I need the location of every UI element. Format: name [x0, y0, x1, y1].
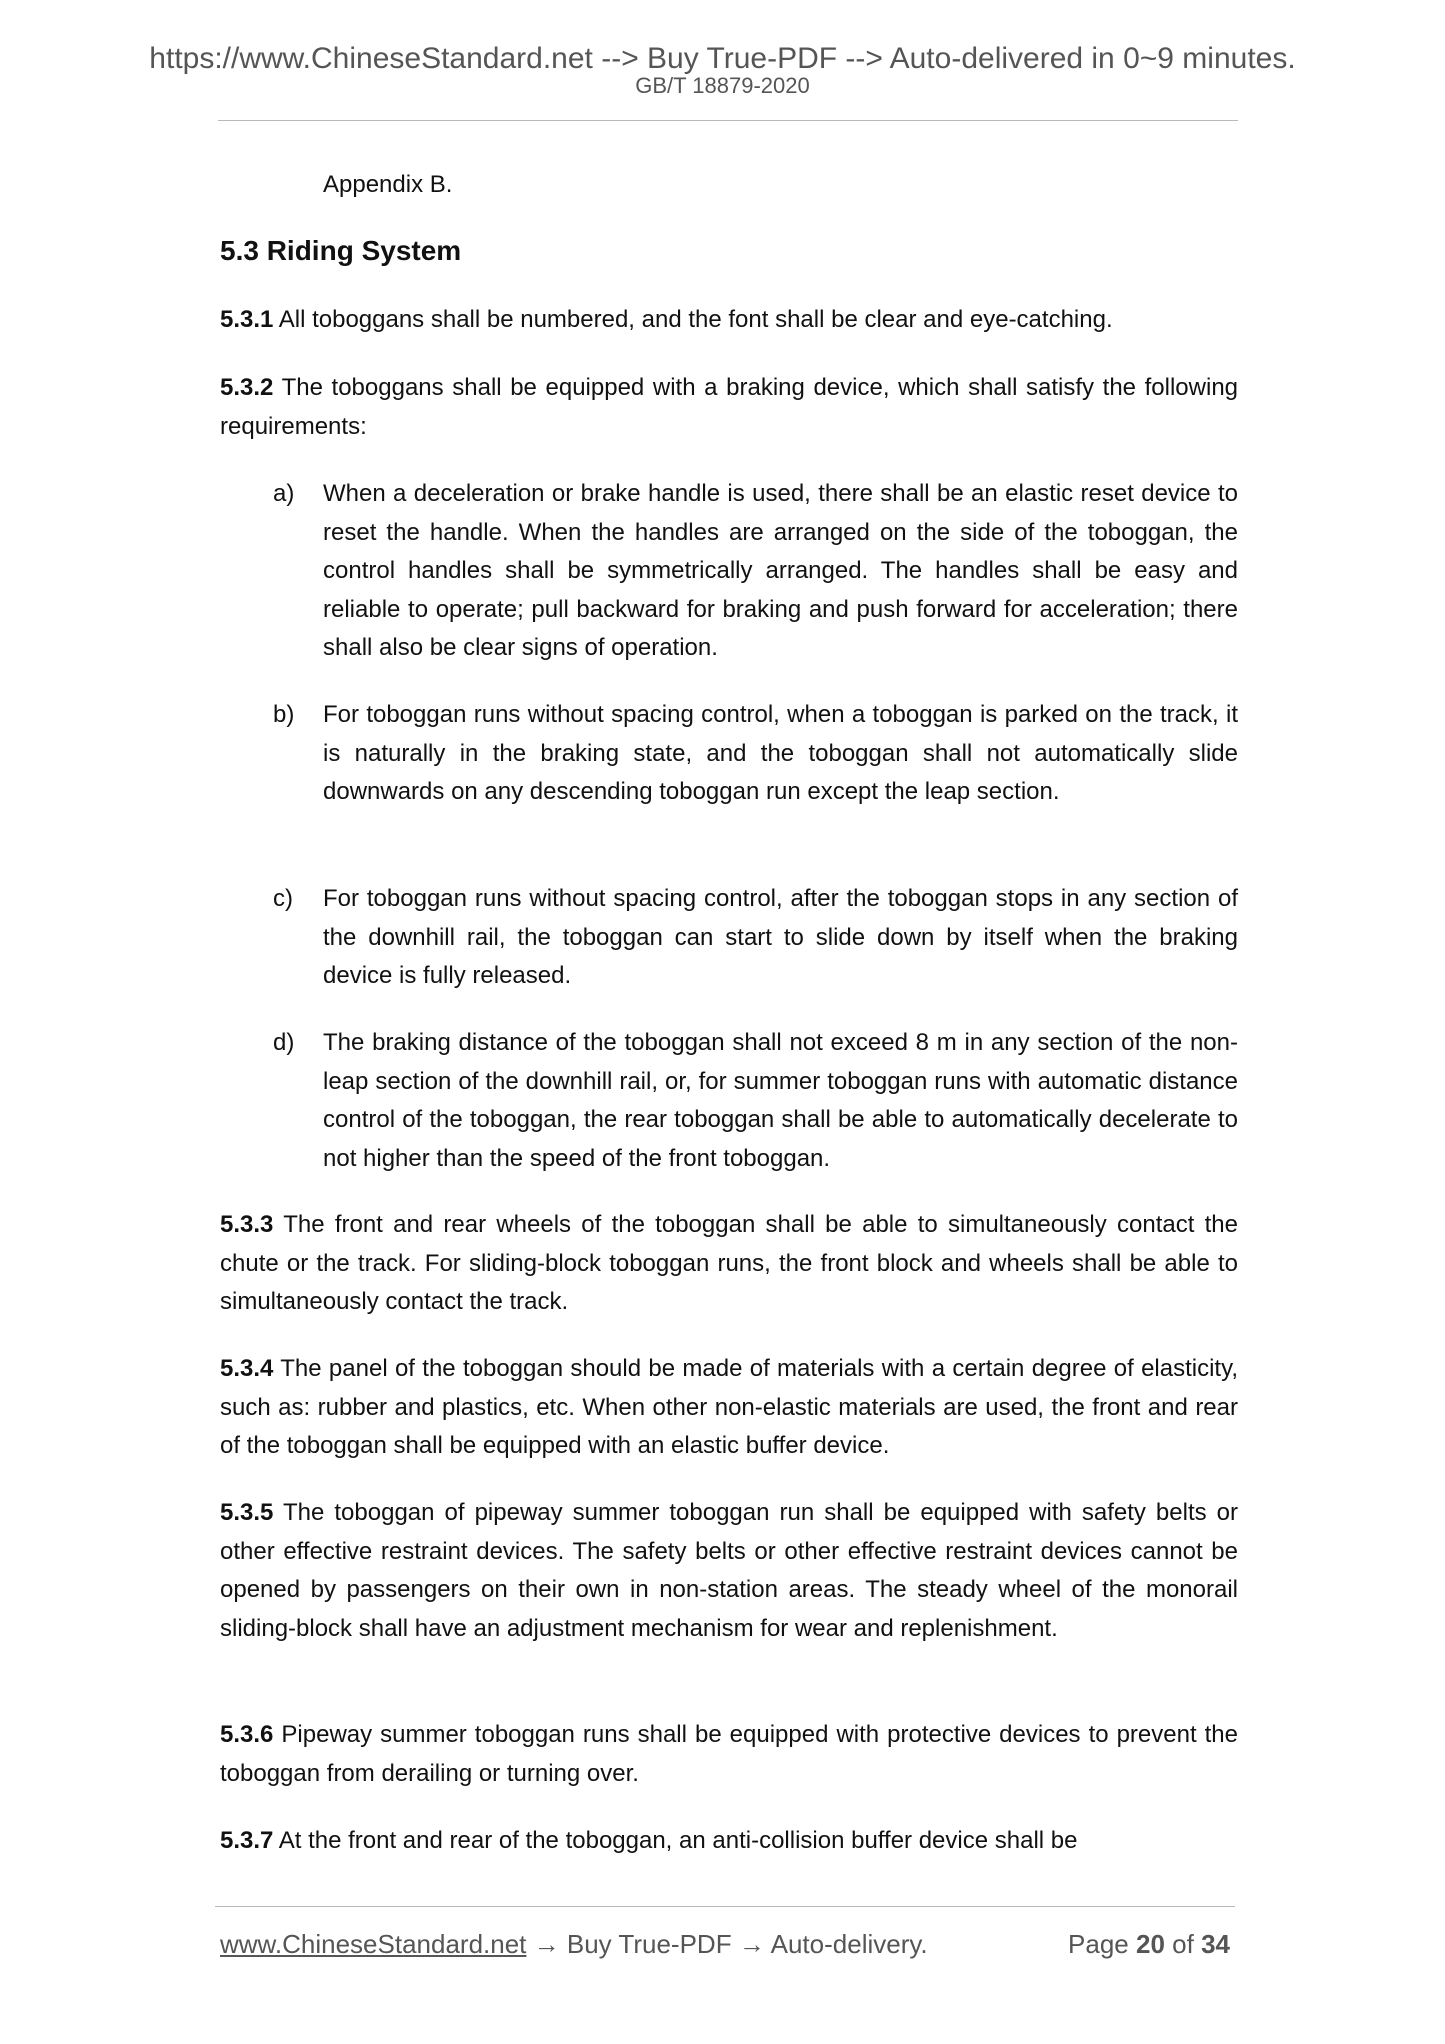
clause-text: All toboggans shall be numbered, and the font shall be clear and eye-catching. — [278, 306, 1113, 333]
section-heading: 5.3 Riding System — [220, 235, 462, 266]
footer-buy-text: Buy True-PDF — [566, 1929, 732, 1959]
list-item-label: d) — [273, 1029, 295, 1056]
list-item-c — [220, 880, 1238, 996]
clause-number: 5.3.4 — [220, 1355, 274, 1382]
clause-text: The toboggans shall be equipped with a braking device, which shall satisfy the following requirements: — [220, 374, 1239, 440]
arrow-icon: → — [738, 1929, 765, 1959]
clause-text: At the front and rear of the toboggan, an anti-collision buffer device shall be — [278, 1827, 1078, 1854]
clause-number: 5.3.3 — [220, 1211, 274, 1238]
document-id: GB/T 18879-2020 — [635, 73, 810, 98]
clause-5-3-1 — [220, 301, 1238, 340]
of-word: of — [1172, 1929, 1194, 1959]
list-item-label: c) — [273, 885, 293, 912]
clause-text: Pipeway summer toboggan runs shall be equipped with protective devices to prevent the toboggan from derailing or turning over. — [220, 1721, 1239, 1787]
clause-number: 5.3.6 — [220, 1721, 274, 1748]
clause-5-3-5 — [220, 1494, 1238, 1648]
clause-5-3-6 — [220, 1716, 1238, 1793]
clause-number: 5.3.7 — [220, 1827, 274, 1854]
footer-divider — [215, 1906, 1235, 1907]
clause-5-3-3 — [220, 1206, 1238, 1322]
total-pages: 34 — [1201, 1929, 1230, 1959]
footer-promo — [220, 1926, 928, 1962]
clause-number: 5.3.1 — [220, 306, 274, 333]
clause-number: 5.3.2 — [220, 374, 274, 401]
page-word: Page — [1068, 1929, 1129, 1959]
list-item-text: For toboggan runs without spacing control, after the toboggan stops in any section of the downhill rail, the toboggan can start to slide down by itself when the braking device is fully released. — [323, 885, 1238, 989]
continuation-text: Appendix B. — [323, 171, 453, 198]
footer-delivery-text: Auto-delivery. — [770, 1929, 928, 1959]
page-indicator — [1068, 1926, 1230, 1962]
clause-number: 5.3.5 — [220, 1499, 274, 1526]
clause-text: The front and rear wheels of the toboggan shall be able to simultaneously contact the chute or the track. For sliding-block toboggan runs, the front block and wheels shall be able to simultaneously contact the track. — [220, 1211, 1238, 1315]
arrow-icon: → — [533, 1929, 560, 1959]
clause-5-3-4 — [220, 1350, 1238, 1466]
clause-text: The panel of the toboggan should be made of materials with a certain degree of elasticity, such as: rubber and plastics, etc. When other non-elastic materials are used, the front and rear of the toboggan shall be equipped with an elastic buffer device. — [220, 1355, 1238, 1459]
promo-banner[interactable]: https://www.ChineseStandard.net --> Buy True-PDF --> Auto-delivered in 0~9 minutes. — [149, 42, 1296, 75]
list-item-text: For toboggan runs without spacing control, when a toboggan is parked on the track, it is naturally in the braking state, and the toboggan shall not automatically slide downwards on any descending toboggan run except the leap section. — [323, 701, 1238, 805]
clause-5-3-2 — [220, 369, 1238, 446]
list-item-label: b) — [273, 701, 295, 728]
list-item-b — [220, 696, 1238, 812]
list-item-a — [220, 475, 1238, 668]
clause-text: The toboggan of pipeway summer toboggan run shall be equipped with safety belts or other effective restraint devices. The safety belts or other effective restraint devices cannot be opened by passengers on their own in non-station areas. The steady wheel of the monorail sliding-block shall have an adjustment mechanism for wear and replenishment. — [220, 1499, 1238, 1642]
clause-5-3-7 — [220, 1822, 1238, 1861]
page-footer — [220, 1926, 1230, 1962]
list-item-text: The braking distance of the toboggan shall not exceed 8 m in any section of the non-leap section of the downhill rail, or, for summer toboggan runs with automatic distance control of the toboggan, the rear toboggan shall be able to automatically decelerate to not higher than the speed of the front toboggan. — [323, 1029, 1238, 1172]
list-item-text: When a deceleration or brake handle is used, there shall be an elastic reset device to reset the handle. When the handles are arranged on the side of the toboggan, the control handles shall be symmetrically arranged. The handles shall be easy and reliable to operate; pull backward for braking and push forward for acceleration; there shall also be clear signs of operation. — [323, 480, 1238, 661]
page-number: 20 — [1136, 1929, 1165, 1959]
footer-site-link[interactable]: www.ChineseStandard.net — [220, 1929, 527, 1959]
list-item-d — [220, 1024, 1238, 1178]
list-item-label: a) — [273, 480, 295, 507]
